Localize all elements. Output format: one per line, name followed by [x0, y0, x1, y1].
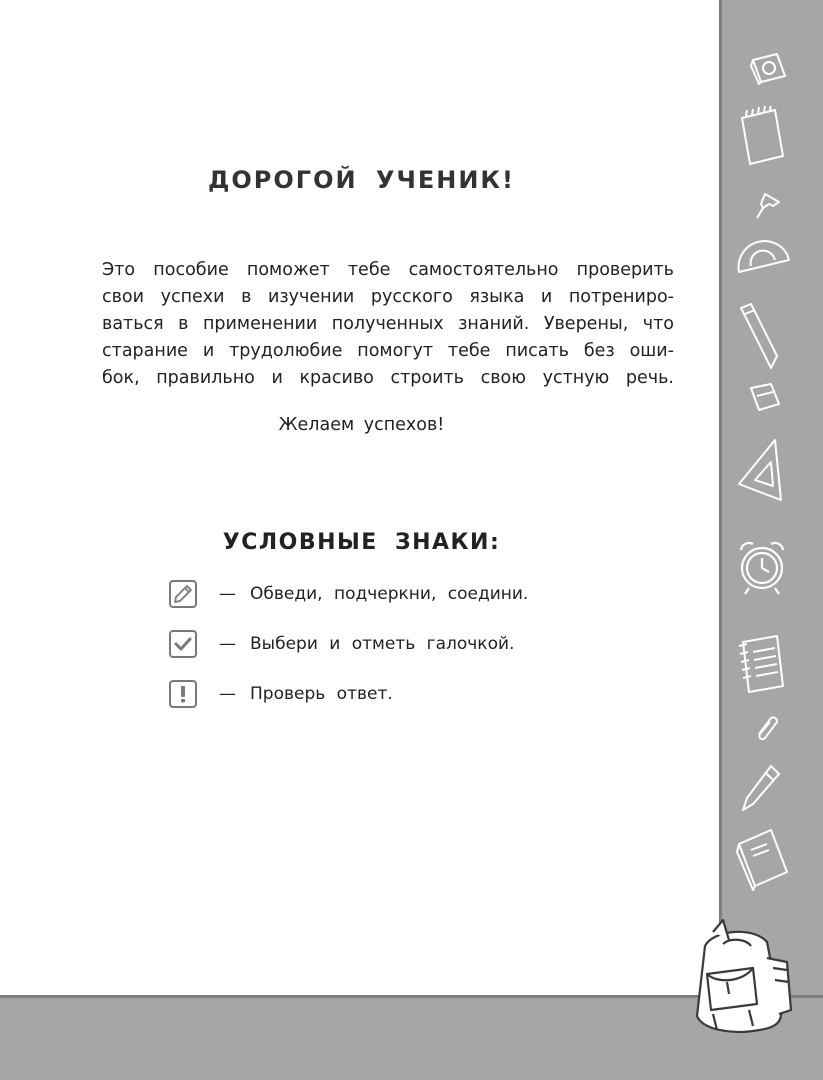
set-square-icon [735, 436, 785, 506]
pen-icon [737, 302, 787, 372]
intro-line: ваться в применении полученных знаний. Уверены, что [102, 314, 674, 334]
legend-text: Проверь ответ. [250, 684, 393, 704]
legend-text: Обведи, подчеркни, соедини. [250, 584, 529, 604]
alarm-clock-icon [733, 536, 791, 596]
spiral-notebook-icon [735, 632, 789, 696]
notepad-icon [737, 106, 787, 166]
intro-line: старание и трудолюбие помогут тебе писать без оши- [102, 341, 674, 361]
intro-line: Это пособие поможет тебе самостоятельно проверить [102, 260, 674, 280]
legend-item-check [169, 628, 514, 660]
intro-line: бок, правильно и красиво строить свою устную речь. [102, 368, 674, 388]
check-icon [169, 630, 197, 658]
pushpin-icon [755, 190, 783, 220]
eraser-icon [745, 380, 783, 416]
legend-title: УСЛОВНЫЕ ЗНАКИ: [222, 530, 501, 555]
wish-text: Желаем успехов! [278, 415, 445, 435]
sharpener-icon [747, 48, 789, 88]
pencil-icon [739, 762, 783, 814]
legend-text: Выбери и отметь галочкой. [250, 634, 515, 654]
book-icon [733, 826, 793, 892]
legend-dash: — [219, 634, 236, 654]
paperclip-icon [753, 712, 779, 742]
exclamation-icon [169, 680, 197, 708]
legend-dash: — [219, 584, 236, 604]
legend-dash: — [219, 684, 236, 704]
decoration-column [719, 0, 823, 1080]
pencil-icon [169, 580, 197, 608]
intro-line: свои успехи в изучении русского языка и потрениро- [102, 287, 674, 307]
legend-item-verify [169, 678, 393, 710]
page-title: ДОРОГОЙ УЧЕНИК! [208, 166, 515, 194]
legend-item-draw [169, 578, 528, 610]
backpack-icon [683, 918, 795, 1036]
protractor-icon [735, 232, 793, 280]
intro-paragraph [102, 257, 674, 392]
